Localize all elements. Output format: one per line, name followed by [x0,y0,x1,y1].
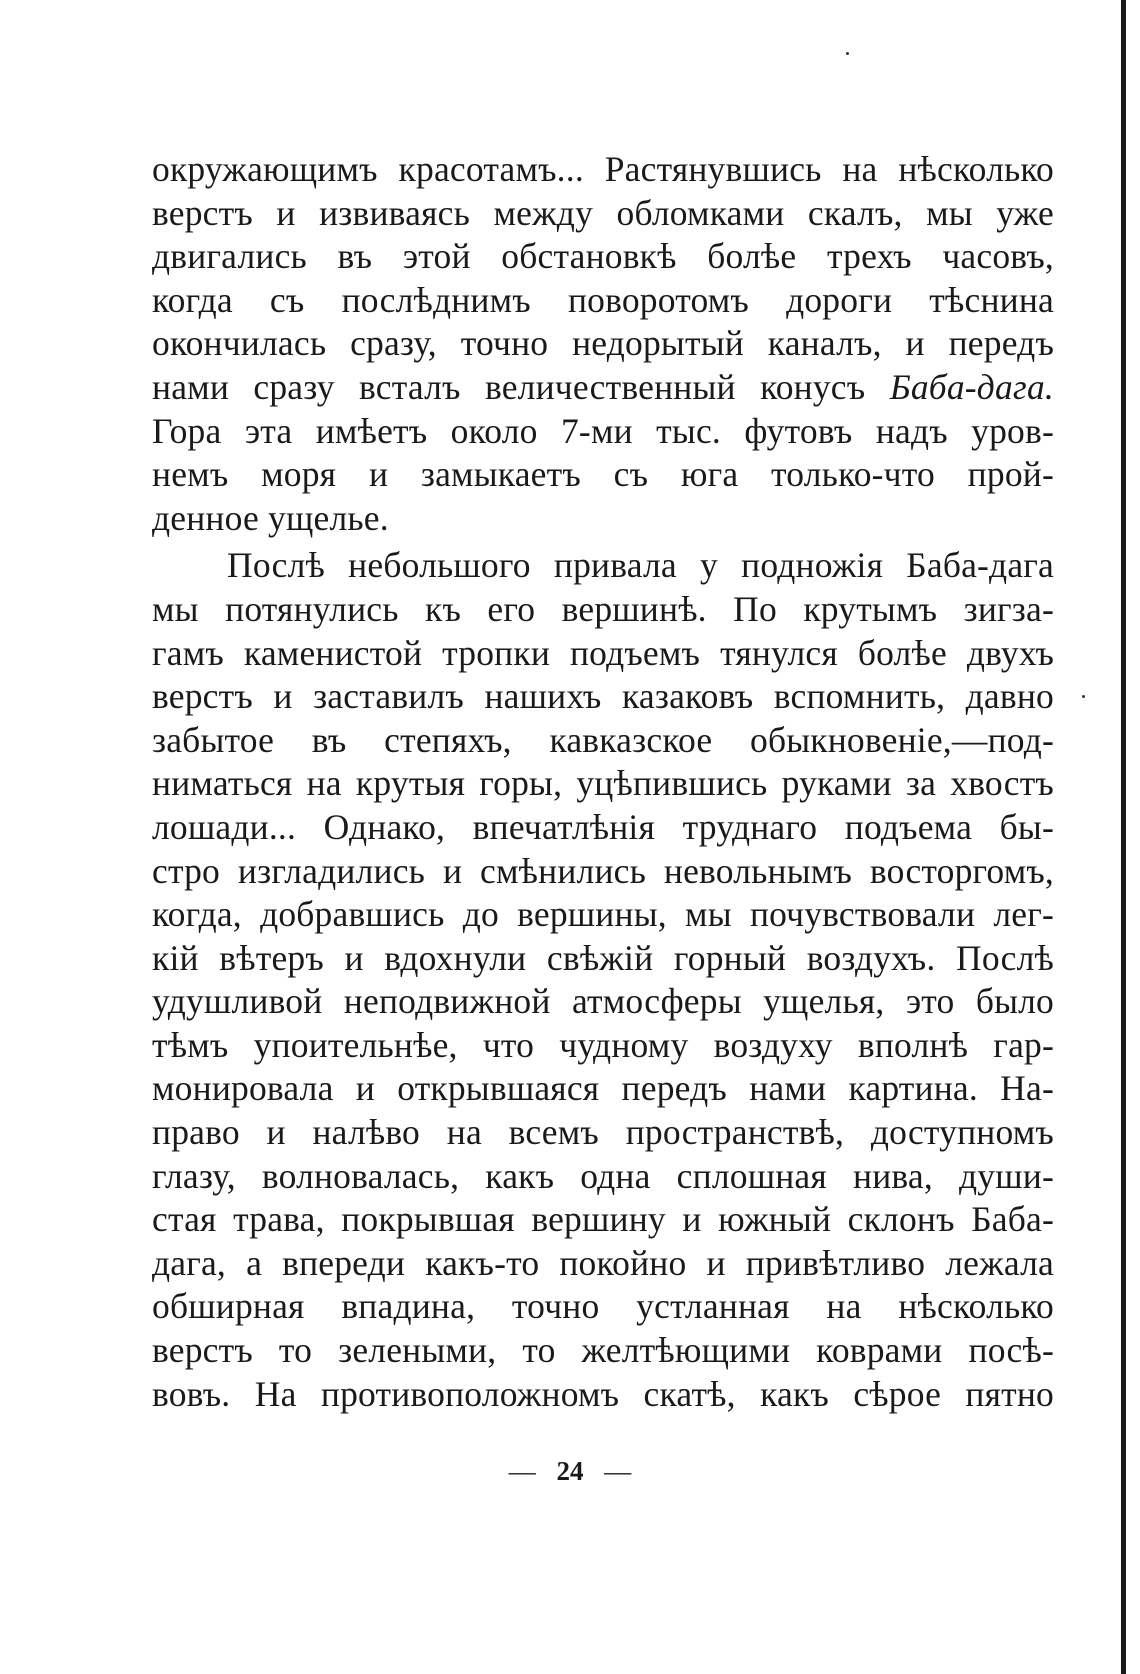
body-text [152,148,1054,1416]
text-line: стро изгладились и смѣнились невольнымъ восторгомъ, [152,850,1054,891]
text-line: окончилась сразу, точно недорытый каналъ, и передъ [152,323,1054,364]
text-line: двигались въ этой обстановкѣ болѣе трехъ часовъ, [152,236,1054,277]
page-edge-line [1121,0,1126,1674]
ink-speck [846,52,849,55]
text-line: удушливой неподвижной атмосферы ущелья, это было [152,981,1054,1022]
text-line: верстъ и заставилъ нашихъ казаковъ вспомнить, давно [152,676,1054,717]
text-line: забытое въ степяхъ, кавказское обыкновеніе,—под- [152,719,1054,760]
text-line: когда съ послѣднимъ поворотомъ дороги тѣснина [152,279,1054,320]
text-line: ниматься на крутыя горы, уцѣпившись руками за хвостъ [152,763,1054,804]
text-line: лошади... Однако, впечатлѣнія труднаго подъема бы- [152,806,1054,847]
text-line: Гора эта имѣетъ около 7-ми тыс. футовъ надъ уров- [152,410,1054,451]
text-line: верстъ то зелеными, то желтѣющими коврами посѣ- [152,1330,1054,1371]
text-line: обширная впадина, точно устланная на нѣсколько [152,1286,1054,1327]
folio-dash-right: — [604,1456,632,1486]
text-line: дага, а впереди какъ-то покойно и привѣтливо лежала [152,1242,1054,1283]
text-line: вовъ. На противоположномъ скатѣ, какъ сѣрое пятно [152,1373,1054,1414]
text-line: кій вѣтеръ и вдохнули свѣжій горный воздухъ. Послѣ [152,937,1054,978]
paragraph-start-line: Послѣ небольшого привала у подножія Баба-дага [227,545,1054,586]
text-line: право и налѣво на всемъ пространствѣ, доступномъ [152,1112,1054,1153]
text-line: верстъ и извиваясь между обломками скалъ, мы уже [152,192,1054,233]
text-line: монировала и открывшаяся передъ нами картина. На- [152,1068,1054,1109]
text-line: тѣмъ упоительнѣе, что чудному воздуху вполнѣ гар- [152,1024,1054,1065]
italic-place-name: Баба-дага. [889,366,1054,407]
folio-number: 24 [556,1456,584,1486]
text-line: гамъ каменистой тропки подъемъ тянулся болѣе двухъ [152,632,1054,673]
text-line: стая трава, покрывшая вершину и южный склонъ Баба- [152,1199,1054,1240]
folio-dash-left: — [508,1456,536,1486]
page-number [0,1456,1140,1486]
text-line: глазу, волновалась, какъ одна сплошная нива, души- [152,1155,1054,1196]
text-segment: нами сразу всталъ величественный конусъ [152,366,890,407]
text-line: когда, добравшись до вершины, мы почувствовали лег- [152,894,1054,935]
text-line: немъ моря и замыкаетъ съ юга только-что прой- [152,454,1054,495]
text-line: денное ущелье. [152,497,389,538]
ink-speck [1082,695,1085,698]
text-line-with-italic [152,366,1054,410]
text-line: окружающимъ красотамъ... Растянувшись на нѣсколько [152,149,1054,189]
text-line: мы потянулись къ его вершинѣ. По крутымъ зигза- [152,588,1054,629]
